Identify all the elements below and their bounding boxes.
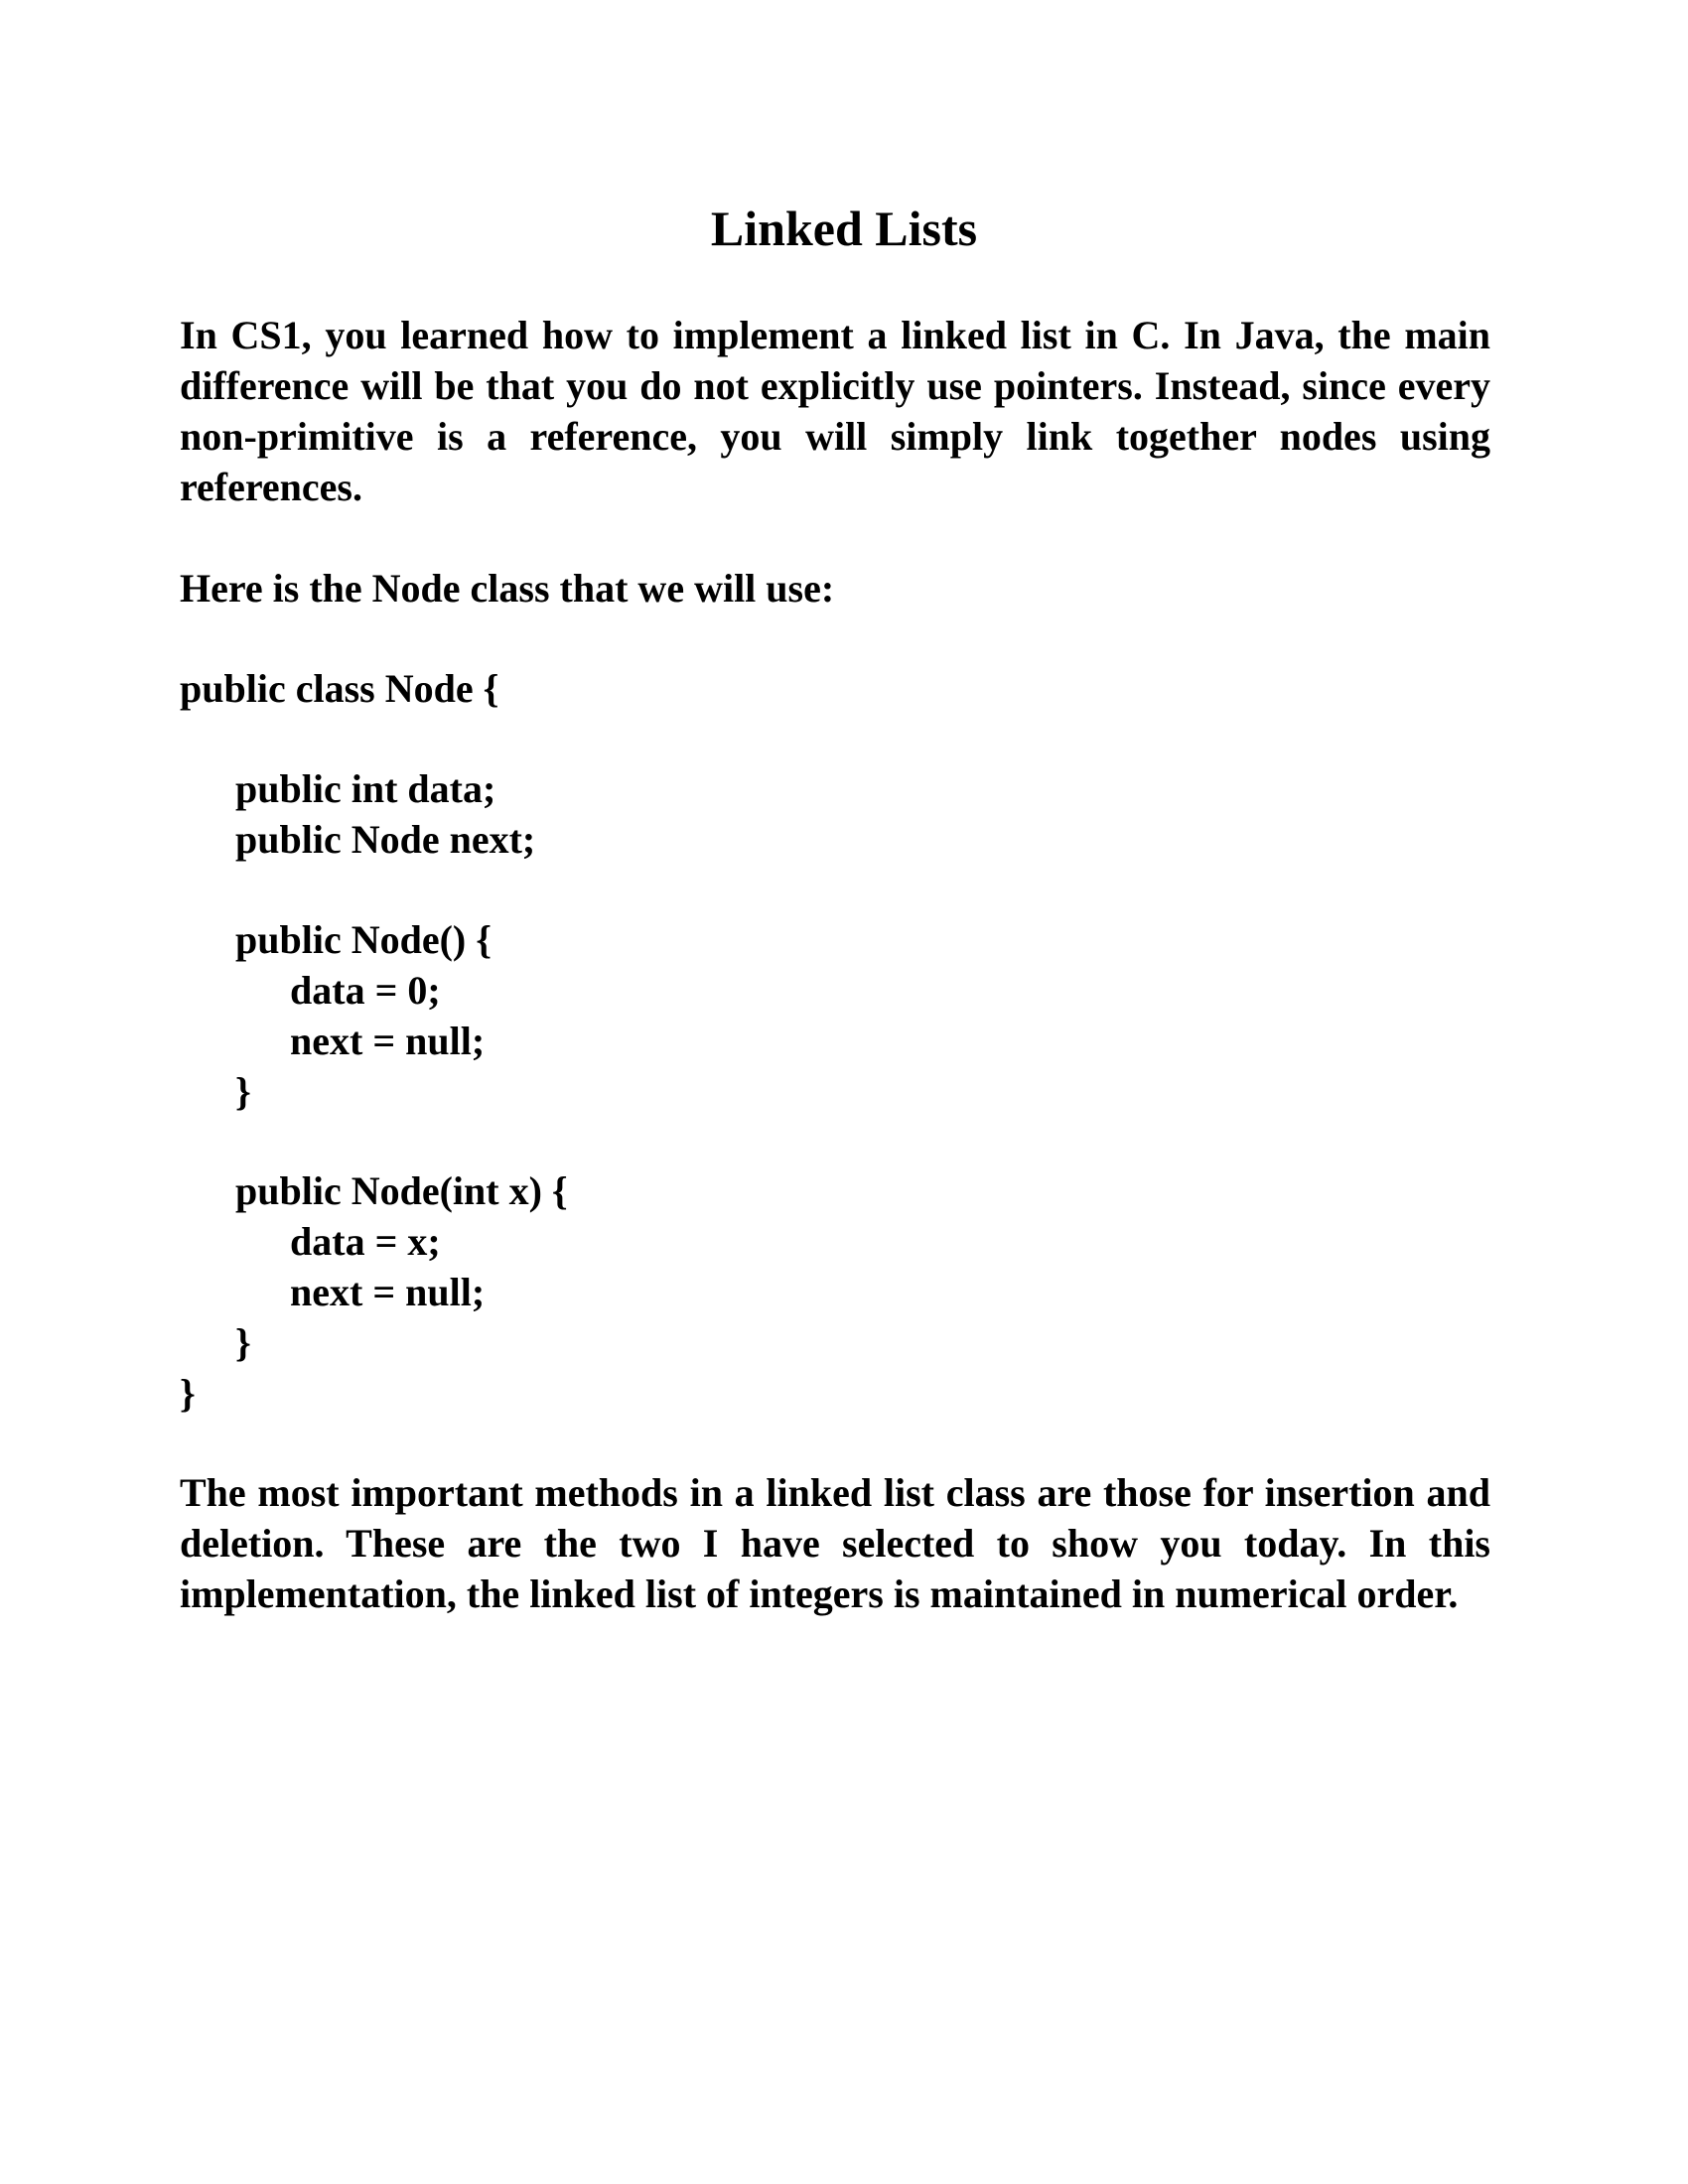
code-line: next = null;	[290, 1270, 486, 1314]
code-line: }	[180, 1371, 196, 1416]
node-intro-text: Here is the Node class that we will use:	[180, 566, 835, 611]
code-line: data = 0;	[290, 968, 441, 1013]
code-line: public Node() {	[235, 917, 492, 962]
page-title: Linked Lists	[710, 201, 978, 256]
code-line: next = null;	[290, 1019, 486, 1063]
code-line: public Node next;	[235, 817, 536, 862]
code-line: }	[235, 1069, 251, 1114]
code-line: data = x;	[290, 1219, 441, 1264]
code-line: }	[235, 1320, 251, 1365]
code-line: public class Node {	[180, 666, 499, 711]
closing-paragraph: The most important methods in a linked list class are those for insertion and deletion. These are the two I have selected to show you today. In this implementation, the linked list of integers is maintained in numerical order.	[180, 1470, 1490, 1616]
code-line: public int data;	[235, 766, 496, 811]
code-line: public Node(int x) {	[235, 1168, 568, 1213]
intro-paragraph: In CS1, you learned how to implement a linked list in C. In Java, the main difference will be that you do not explicitly use pointers. Instead, since every non-primitive is a reference, you will simply link together nodes using references.	[180, 313, 1490, 509]
